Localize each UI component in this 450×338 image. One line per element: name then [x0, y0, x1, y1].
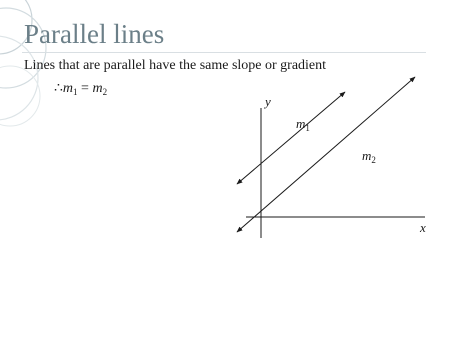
- parallel-statement: Lines that are parallel have the same slope or gradient: [24, 58, 327, 73]
- equals-sign: =: [81, 81, 89, 96]
- line-m1-label: [296, 116, 310, 133]
- line-m2-sub: 2: [371, 155, 376, 165]
- line-m1-var: m: [296, 116, 306, 131]
- line-m1-sub: 1: [305, 123, 310, 133]
- line-m2-var: m: [362, 148, 372, 163]
- line-m1: [237, 92, 345, 184]
- slide-title: Parallel lines: [24, 19, 165, 49]
- x-axis-label: x: [420, 220, 426, 235]
- equation-lhs-var: m: [62, 81, 74, 96]
- line-m2-label: [362, 148, 376, 165]
- equation-lhs-sub: 1: [73, 87, 78, 97]
- therefore-symbol: ∴: [54, 81, 63, 96]
- equation-rhs-sub: 2: [102, 87, 108, 97]
- line-m2: [237, 77, 415, 232]
- y-axis-label: y: [265, 94, 271, 109]
- equation-rhs-var: m: [92, 81, 103, 96]
